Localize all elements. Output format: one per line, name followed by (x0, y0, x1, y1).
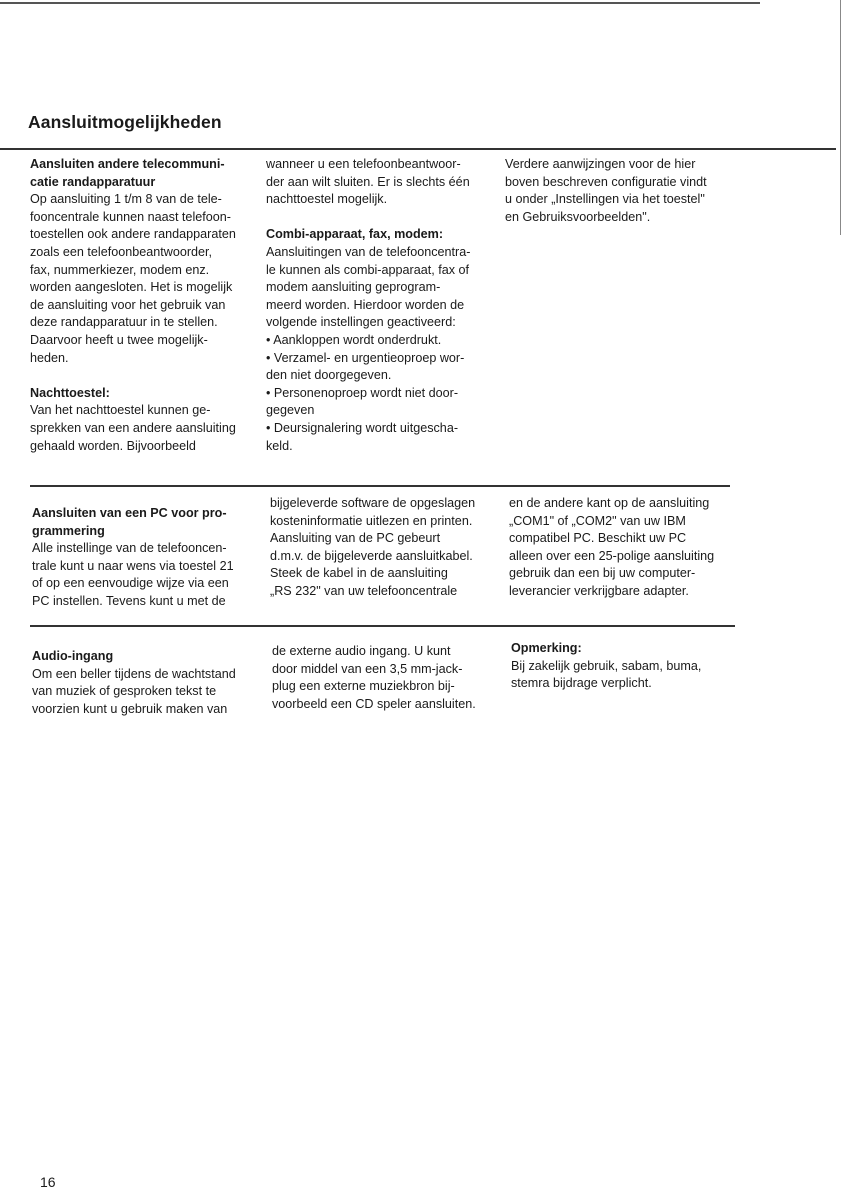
section-1-col-1 (30, 156, 265, 455)
body-text-line: leverancier verkrijgbare adapter. (509, 583, 689, 598)
body-text-line: volgende instellingen geactiveerd: (266, 315, 456, 330)
body-text-line: heden. (30, 350, 69, 365)
body-text-line: wanneer u een telefoonbeantwoor- (266, 157, 461, 171)
section-heading-line: Combi-apparaat, fax, modem: (266, 227, 444, 242)
body-text-line: zoals een telefoonbeantwoorder, (30, 244, 213, 259)
section-heading-line: Opmerking: (511, 641, 582, 655)
body-text-line: deze randapparatuur in te stellen. (30, 315, 218, 330)
body-text-line: de aansluiting voor het gebruik van (30, 297, 226, 312)
section-divider-2 (30, 625, 735, 627)
body-text-line: door middel van een 3,5 mm-jack- (272, 661, 463, 676)
body-text-line: voorbeeld een CD speler aansluiten. (272, 696, 476, 711)
section-heading-line: grammering (32, 523, 105, 538)
body-text-line: „RS 232" van uw telefooncentrale (270, 583, 458, 598)
body-text-line: modem aansluiting geprogram- (266, 280, 441, 295)
body-text-line: Steek de kabel in de aansluiting (270, 566, 448, 581)
title-rule (0, 148, 836, 150)
section-heading-line: Aansluiten andere telecommuni- (30, 157, 225, 171)
body-text-line: en Gebruiksvoorbeelden". (505, 209, 651, 224)
section-heading-line: Nachttoestel: (30, 385, 110, 400)
body-text-line: den niet doorgegeven. (266, 368, 392, 383)
body-text-line: kosteninformatie uitlezen en printen. (270, 513, 473, 528)
body-text-line: of op een eenvoudige wijze via een (32, 576, 229, 591)
body-text-line: • Personenoproep wordt niet door- (266, 385, 459, 400)
body-text-line: keld. (266, 438, 293, 453)
body-text-line: trale kunt u naar wens via toestel 21 (32, 558, 234, 573)
body-text-line: boven beschreven configuratie vindt (505, 174, 707, 189)
section-heading-line: catie randapparatuur (30, 174, 156, 189)
body-text-line: Aansluiting van de PC gebeurt (270, 531, 441, 546)
body-text-line: • Verzamel- en urgentieoproep wor- (266, 350, 465, 365)
section-1-col-2 (266, 156, 501, 455)
body-text-line: PC instellen. Tevens kunt u met de (32, 593, 226, 608)
body-text-line: u onder „Instellingen via het toestel" (505, 192, 705, 207)
body-text-line: fax, nummerkiezer, modem enz. (30, 262, 210, 277)
body-text-line: nachttoestel mogelijk. (266, 192, 388, 207)
section-divider-1 (30, 485, 730, 487)
body-text-line: gehaald worden. Bijvoorbeeld (30, 438, 196, 453)
body-text-line: Om een beller tijdens de wachtstand (32, 666, 236, 681)
body-text-line: Alle instellinge van de telefooncen- (32, 541, 227, 556)
body-text-line: worden aangesloten. Het is mogelijk (30, 280, 233, 295)
section-2-col-1 (32, 505, 267, 611)
body-text-line: Aansluitingen van de telefooncentra- (266, 244, 471, 259)
body-text-line: Op aansluiting 1 t/m 8 van de tele- (30, 192, 222, 207)
body-text-line: van muziek of gesproken tekst te (32, 684, 217, 699)
section-3-col-2 (272, 643, 507, 713)
body-text-line: Van het nachttoestel kunnen ge- (30, 403, 211, 418)
body-text-line: le kunnen als combi-apparaat, fax of (266, 262, 470, 277)
section-heading-line: Aansluiten van een PC voor pro- (32, 506, 227, 520)
body-text-line: meerd worden. Hierdoor worden de (266, 297, 465, 312)
body-text-line: voorzien kunt u gebruik maken van (32, 701, 228, 716)
body-text-line: gebruik dan een bij uw computer- (509, 566, 696, 581)
body-text-line: gegeven (266, 403, 315, 418)
body-text-line: Bij zakelijk gebruik, sabam, buma, (511, 658, 702, 673)
body-text-line: der aan wilt sluiten. Er is slechts één (266, 174, 470, 189)
page-title: Aansluitmogelijkheden (28, 112, 222, 132)
section-2-col-2 (270, 495, 505, 601)
body-text-line: Daarvoor heeft u twee mogelijk- (30, 332, 208, 347)
scan-edge-top (0, 2, 760, 4)
body-text-line: d.m.v. de bijgeleverde aansluitkabel. (270, 548, 473, 563)
body-text-line: fooncentrale kunnen naast telefoon- (30, 209, 231, 224)
section-heading-line: Audio-ingang (32, 649, 114, 663)
body-text-line: sprekken van een andere aansluiting (30, 420, 236, 435)
body-text-line: plug een externe muziekbron bij- (272, 679, 455, 694)
spacer (30, 367, 265, 385)
body-text-line: toestellen ook andere randapparaten (30, 227, 236, 242)
body-text-line: „COM1" of „COM2" van uw IBM (509, 513, 686, 528)
section-2-col-3 (509, 495, 744, 601)
scan-edge-right (840, 0, 841, 235)
body-text-line: alleen over een 25-polige aansluiting (509, 548, 715, 563)
body-text-line: en de andere kant op de aansluiting (509, 496, 710, 510)
page-number: 16 (40, 1174, 56, 1190)
section-1-col-3 (505, 156, 740, 226)
spacer (266, 209, 501, 227)
body-text-line: Verdere aanwijzingen voor de hier (505, 157, 696, 171)
body-text-line: de externe audio ingang. U kunt (272, 644, 451, 658)
body-text-line: compatibel PC. Beschikt uw PC (509, 531, 687, 546)
section-3-col-3 (511, 640, 746, 693)
body-text-line: stemra bijdrage verplicht. (511, 676, 652, 691)
body-text-line: bijgeleverde software de opgeslagen (270, 496, 476, 510)
body-text-line: • Deursignalering wordt uitgescha- (266, 420, 459, 435)
section-3-col-1 (32, 648, 267, 718)
body-text-line: • Aankloppen wordt onderdrukt. (266, 332, 442, 347)
